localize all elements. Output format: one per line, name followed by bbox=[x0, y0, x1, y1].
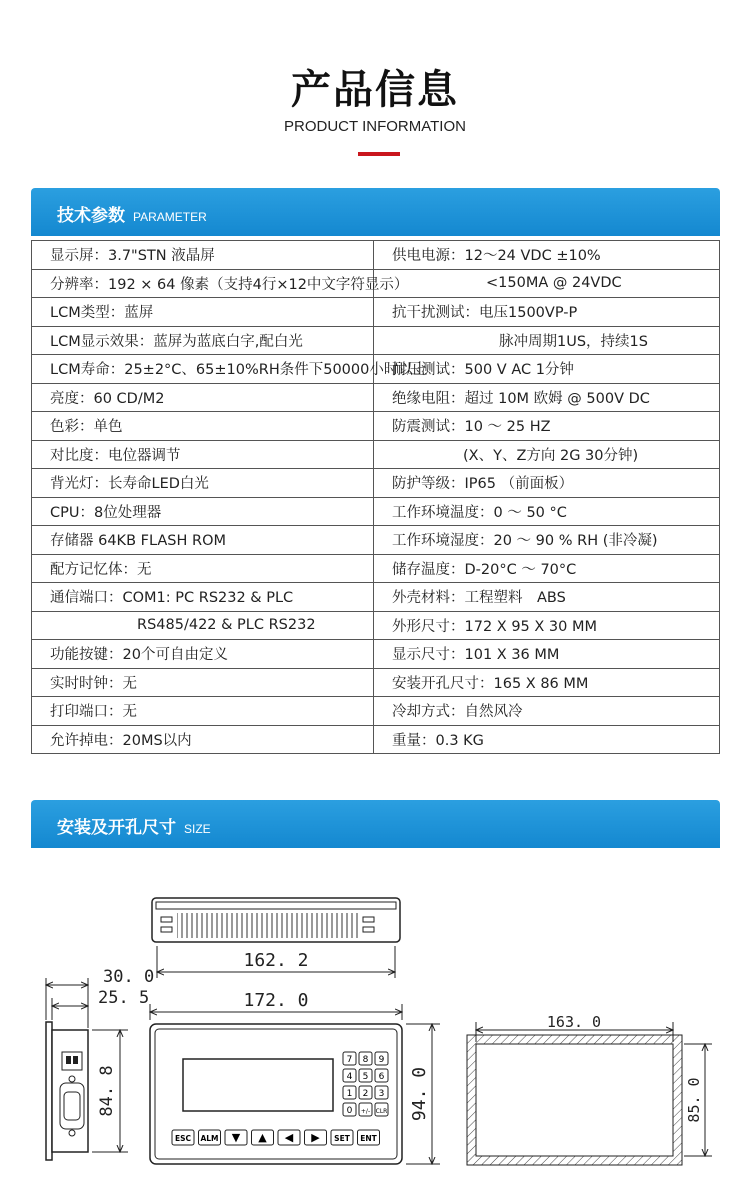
spec-cell: 存储器 64KB FLASH ROM bbox=[32, 526, 374, 555]
spec-cell: 对比度：电位器调节 bbox=[32, 440, 374, 469]
spec-cell: 冷却方式：自然风冷 bbox=[374, 697, 720, 726]
svg-text:ALM: ALM bbox=[200, 1134, 219, 1143]
spec-label: 分辨率： bbox=[50, 276, 108, 293]
svg-text:◀: ◀ bbox=[284, 1131, 294, 1144]
spec-cell: 抗干扰测试：电压1500VP-P bbox=[374, 298, 720, 327]
front-view bbox=[150, 990, 440, 1164]
spec-cell: 配方记忆体：无 bbox=[32, 554, 374, 583]
page-subtitle: PRODUCT INFORMATION bbox=[284, 118, 466, 135]
svg-text:4: 4 bbox=[346, 1072, 353, 1082]
dim-side-height: 84. 8 bbox=[97, 1065, 117, 1117]
spec-cell: 分辨率：192 × 64 像素（支持4行×12中文字符显示） bbox=[32, 269, 374, 298]
function-button bbox=[225, 1130, 247, 1145]
dim-depth-body: 25. 5 bbox=[98, 988, 150, 1008]
spec-cell: 外形尺寸：172 X 95 X 30 MM bbox=[374, 611, 720, 640]
function-button bbox=[172, 1130, 194, 1145]
spec-label: LCM寿命： bbox=[50, 362, 125, 379]
spec-cell: LCM显示效果：蓝屏为蓝底白字,配白光 bbox=[32, 326, 374, 355]
spec-cell: 绝缘电阻：超过 10M 欧姆 @ 500V DC bbox=[374, 383, 720, 412]
function-button bbox=[278, 1130, 300, 1145]
section-title: 安装及开孔尺寸 bbox=[57, 818, 176, 838]
spec-cell: 亮度：60 CD/M2 bbox=[32, 383, 374, 412]
spec-cell: 功能按键：20个可自由定义 bbox=[32, 640, 374, 669]
spec-cell: LCM寿命：25±2°C、65±10%RH条件下50000小时以上 bbox=[32, 355, 374, 384]
spec-cell: 显示尺寸：101 X 36 MM bbox=[374, 640, 720, 669]
section-title-en: PARAMETER bbox=[133, 210, 207, 224]
section-title-en: SIZE bbox=[184, 822, 211, 836]
dim-cutout-height: 85. 0 bbox=[685, 1077, 703, 1123]
spec-cell: 防护等级：IP65 （前面板） bbox=[374, 469, 720, 498]
side-view bbox=[46, 967, 154, 1160]
spec-cell: <150MA @ 24VDC bbox=[374, 269, 720, 298]
dim-cutout-width: 163. 0 bbox=[546, 1013, 602, 1031]
dim-top-width: 162. 2 bbox=[243, 950, 309, 971]
spec-cell: 耐压测试：500 V AC 1分钟 bbox=[374, 355, 720, 384]
keypad-key bbox=[359, 1052, 372, 1065]
spec-cell: 储存温度：D-20°C ～ 70°C bbox=[374, 554, 720, 583]
svg-text:9: 9 bbox=[378, 1055, 385, 1065]
spec-cell: LCM类型：蓝屏 bbox=[32, 298, 374, 327]
svg-text:▲: ▲ bbox=[258, 1131, 267, 1144]
spec-cell: 工作环境湿度：20 ～ 90 % RH (非冷凝) bbox=[374, 526, 720, 555]
spec-cell: 显示屏：3.7"STN 液晶屏 bbox=[32, 241, 374, 270]
svg-text:6: 6 bbox=[378, 1072, 385, 1082]
spec-cell: 通信端口：COM1: PC RS232 & PLC bbox=[32, 583, 374, 612]
keypad-key bbox=[375, 1052, 388, 1065]
page-title: 产品信息 bbox=[291, 67, 459, 113]
svg-text:SET: SET bbox=[334, 1134, 350, 1143]
spec-cell: 安装开孔尺寸：165 X 86 MM bbox=[374, 668, 720, 697]
svg-text:3: 3 bbox=[378, 1089, 385, 1099]
spec-cell: 工作环境温度：0 ～ 50 °C bbox=[374, 497, 720, 526]
svg-text:+/-: +/- bbox=[360, 1108, 371, 1115]
spec-cell: 供电电源：12～24 VDC ±10% bbox=[374, 241, 720, 270]
keypad-key bbox=[343, 1103, 356, 1116]
svg-text:7: 7 bbox=[346, 1055, 353, 1065]
keypad-key bbox=[343, 1069, 356, 1082]
keypad-key bbox=[375, 1069, 388, 1082]
svg-text:8: 8 bbox=[362, 1055, 369, 1065]
svg-text:▶: ▶ bbox=[311, 1131, 320, 1144]
spec-cell: 打印端口：无 bbox=[32, 697, 374, 726]
section-title: 技术参数 bbox=[57, 206, 125, 226]
spec-cell: RS485/422 & PLC RS232 bbox=[32, 611, 374, 640]
spec-cell: 色彩：单色 bbox=[32, 412, 374, 441]
svg-text:5: 5 bbox=[362, 1072, 369, 1082]
svg-text:ESC: ESC bbox=[174, 1134, 192, 1143]
spec-cell: 背光灯：长寿命LED白光 bbox=[32, 469, 374, 498]
spec-cell: 实时时钟：无 bbox=[32, 668, 374, 697]
svg-text:2: 2 bbox=[362, 1089, 369, 1099]
spec-cell: 防震测试：10 ～ 25 HZ bbox=[374, 412, 720, 441]
spec-cell: 外壳材料：工程塑料 ABS bbox=[374, 583, 720, 612]
spec-cell: (X、Y、Z方向 2G 30分钟) bbox=[374, 440, 720, 469]
svg-text:1: 1 bbox=[346, 1089, 353, 1099]
dim-depth-total: 30. 0 bbox=[103, 967, 155, 987]
function-button bbox=[252, 1130, 274, 1145]
keypad-key bbox=[359, 1103, 372, 1116]
spec-cell: 脉冲周期1US，持续1S bbox=[374, 326, 720, 355]
keypad-key bbox=[375, 1086, 388, 1099]
top-view bbox=[152, 898, 400, 978]
function-button bbox=[358, 1130, 380, 1145]
spec-cell: 重量：0.3 KG bbox=[374, 725, 720, 754]
dim-front-height: 94. 0 bbox=[409, 1066, 430, 1122]
keypad-key bbox=[359, 1069, 372, 1082]
spec-cell: CPU：8位处理器 bbox=[32, 497, 374, 526]
dim-front-width: 172. 0 bbox=[243, 990, 309, 1011]
keypad-key bbox=[343, 1086, 356, 1099]
function-button bbox=[199, 1130, 221, 1145]
cutout-view bbox=[467, 1013, 712, 1165]
spec-cell: 允许掉电：20MS以内 bbox=[32, 725, 374, 754]
svg-text:▼: ▼ bbox=[231, 1131, 241, 1144]
keypad-key bbox=[375, 1103, 388, 1116]
svg-text:ENT: ENT bbox=[360, 1134, 377, 1143]
keypad-key bbox=[343, 1052, 356, 1065]
svg-text:0: 0 bbox=[346, 1106, 353, 1116]
function-button bbox=[331, 1130, 353, 1145]
keypad-key bbox=[359, 1086, 372, 1099]
function-button bbox=[305, 1130, 327, 1145]
svg-text:CLR: CLR bbox=[375, 1108, 388, 1115]
